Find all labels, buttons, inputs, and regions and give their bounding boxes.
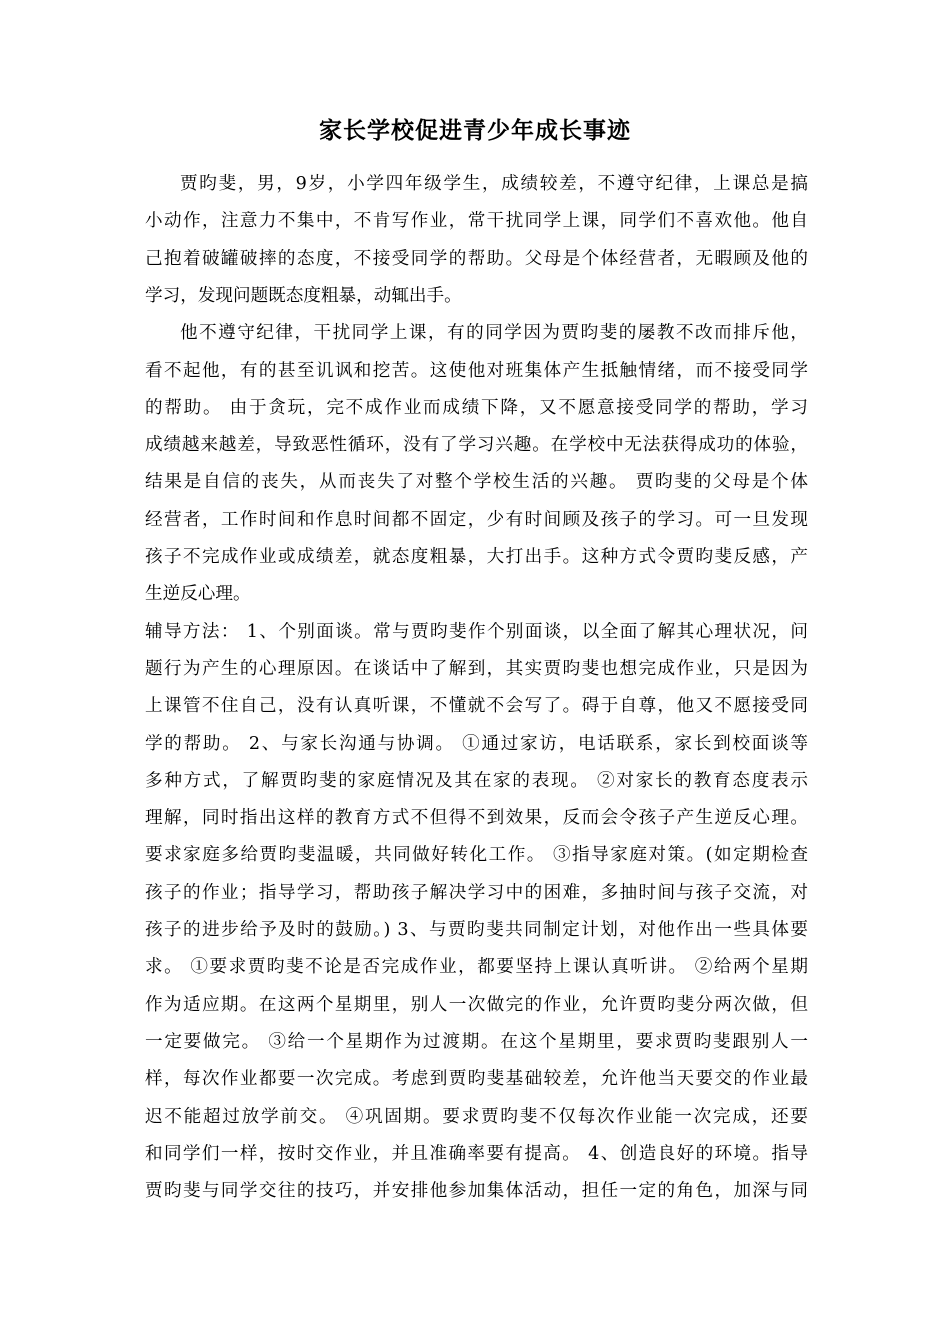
document-title: 家长学校促进青少年成长事迹 bbox=[319, 117, 631, 144]
body-text-line: 学的帮助。 2、与家长沟通与协调。 ①通过家访，电话联系，家长到校面谈等 bbox=[145, 733, 808, 754]
body-text-line: 贾昀斐与同学交往的技巧，并安排他参加集体活动，担任一定的角色，加深与同 bbox=[145, 1181, 808, 1202]
body-text-line: 的帮助。 由于贪玩，完不成作业而成绩下降，又不愿意接受同学的帮助，学习 bbox=[145, 397, 808, 418]
body-text-line: 理解，同时指出这样的教育方式不但得不到效果，反而会令孩子产生逆反心理。 bbox=[145, 808, 808, 829]
body-text-line: 小动作，注意力不集中，不肯写作业，常干扰同学上课，同学们不喜欢他。他自 bbox=[145, 211, 808, 232]
body-text-line: 他不遵守纪律，干扰同学上课，有的同学因为贾昀斐的屡教不改而排斥他， bbox=[180, 323, 808, 344]
body-text-line: 要求家庭多给贾昀斐温暖，共同做好转化工作。 ③指导家庭对策。(如定期检查 bbox=[145, 845, 808, 866]
body-text-line: 孩子不完成作业或成绩差，就态度粗暴，大打出手。这种方式令贾昀斐反感，产 bbox=[145, 547, 808, 567]
body-text-line: 迟不能超过放学前交。 ④巩固期。要求贾昀斐不仅每次作业能一次完成，还要 bbox=[145, 1106, 808, 1127]
body-text-line: 贾昀斐，男，9岁，小学四年级学生，成绩较差，不遵守纪律，上课总是搞 bbox=[180, 174, 808, 194]
body-text-line: 多种方式，了解贾昀斐的家庭情况及其在家的表现。 ②对家长的教育态度表示 bbox=[145, 770, 808, 791]
body-text-line: 上课管不住自己，没有认真听课，不懂就不会写了。碍于自尊，他又不愿接受同 bbox=[145, 696, 808, 717]
body-text-line: 作为适应期。在这两个星期里，别人一次做完的作业，允许贾昀斐分两次做，但 bbox=[145, 994, 808, 1015]
body-text-line: 孩子的作业；指导学习，帮助孩子解决学习中的困难，多抽时间与孩子交流，对 bbox=[145, 882, 808, 903]
body-text-line: 辅导方法： 1、个别面谈。常与贾昀斐作个别面谈，以全面了解其心理状况，问 bbox=[145, 621, 808, 642]
body-text-line: 求。 ①要求贾昀斐不论是否完成作业，都要坚持上课认真听讲。 ②给两个星期 bbox=[145, 957, 808, 978]
body-text-line: 经营者，工作时间和作息时间都不固定，少有时间顾及孩子的学习。可一旦发现 bbox=[145, 509, 808, 530]
body-text-line: 己抱着破罐破摔的态度，不接受同学的帮助。父母是个体经营者，无暇顾及他的 bbox=[145, 248, 808, 269]
body-text-line: 和同学们一样，按时交作业，并且准确率要有提高。 4、创造良好的环境。指导 bbox=[145, 1143, 808, 1164]
body-text-line: 看不起他，有的甚至讥讽和挖苦。这使他对班集体产生抵触情绪，而不接受同学 bbox=[145, 360, 808, 381]
body-text-line: 样，每次作业都要一次完成。考虑到贾昀斐基础较差，允许他当天要交的作业最 bbox=[145, 1069, 808, 1090]
body-text-line: 成绩越来越差，导致恶性循环，没有了学习兴趣。在学校中无法获得成功的体验， bbox=[145, 435, 808, 456]
body-text-line: 孩子的进步给予及时的鼓励。) 3、与贾昀斐共同制定计划，对他作出一些具体要 bbox=[145, 920, 808, 940]
body-text-line: 结果是自信的丧失，从而丧失了对整个学校生活的兴趣。 贾昀斐的父母是个体 bbox=[145, 472, 808, 493]
body-text-line: 学习，发现问题既态度粗暴，动辄出手。 bbox=[145, 285, 462, 306]
body-text-line: 题行为产生的心理原因。在谈话中了解到，其实贾昀斐也想完成作业，只是因为 bbox=[145, 658, 808, 679]
body-text-line: 一定要做完。 ③给一个星期作为过渡期。在这个星期里，要求贾昀斐跟别人一 bbox=[145, 1031, 808, 1052]
body-text-line: 生逆反心理。 bbox=[145, 584, 251, 605]
